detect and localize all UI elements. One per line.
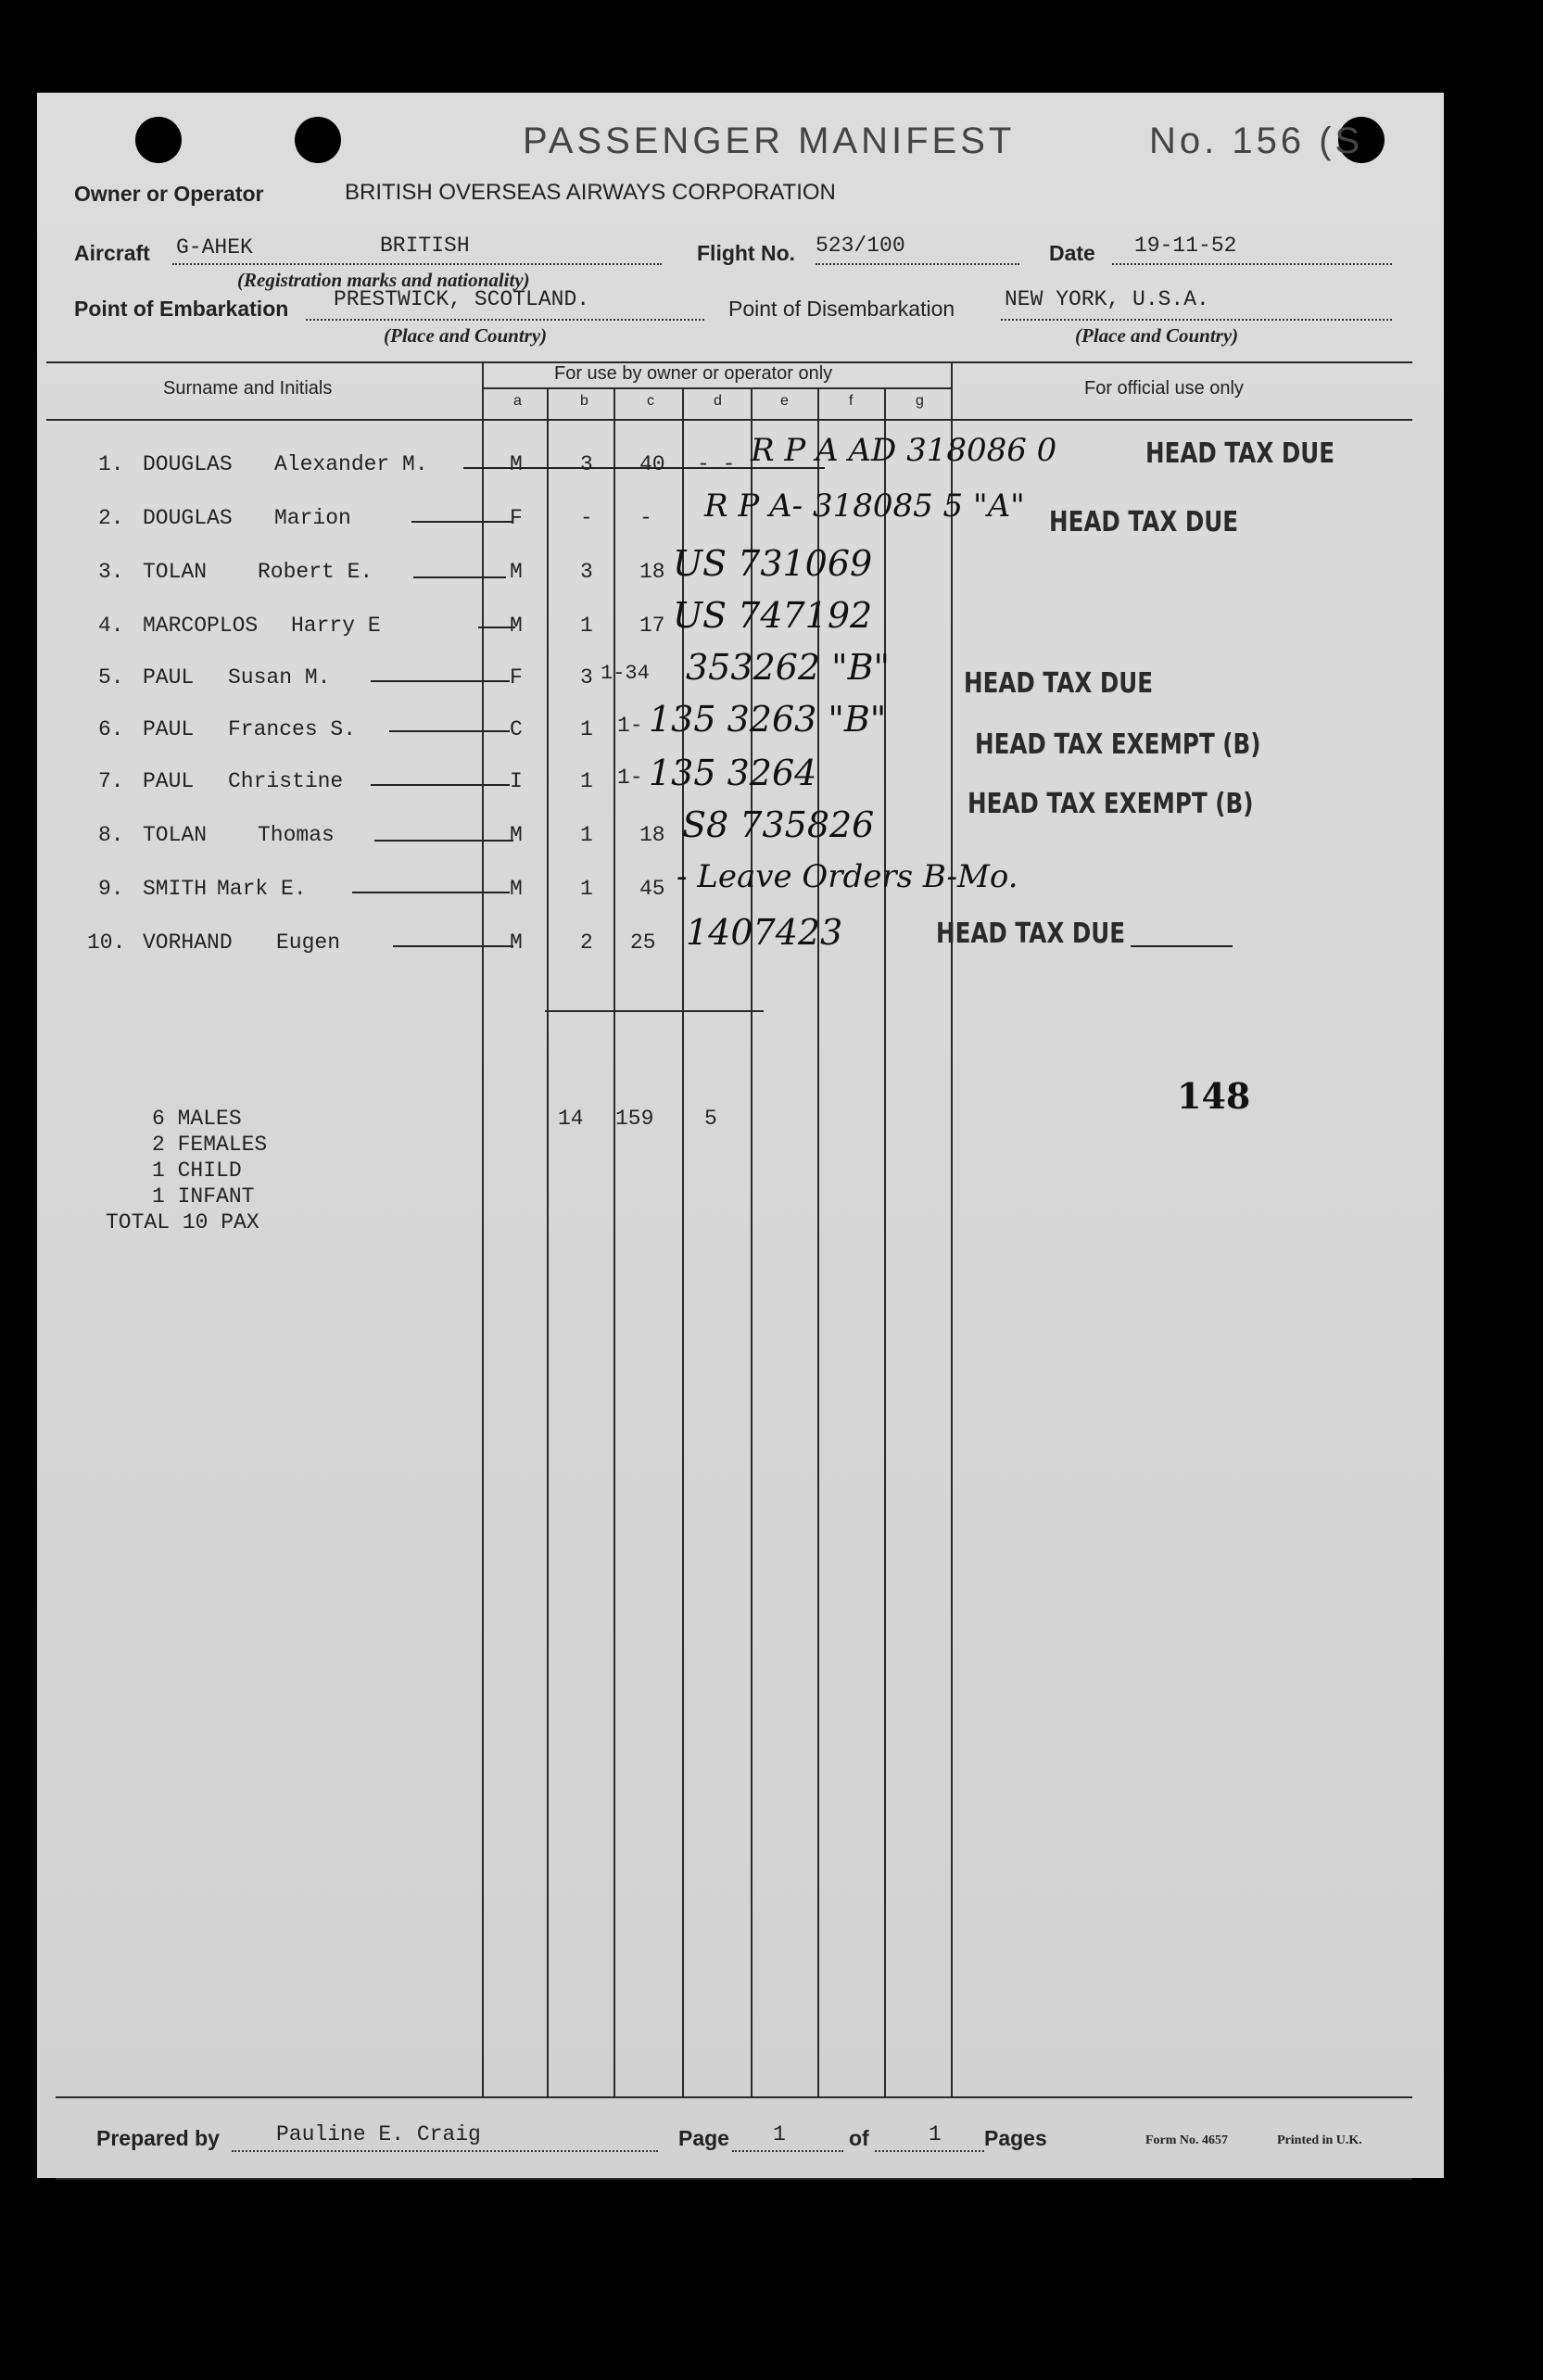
entry-dash	[413, 576, 506, 578]
subcol-g: g	[916, 393, 924, 409]
cell-sex: M	[510, 560, 523, 584]
col-header-owner: For use by owner or operator only	[554, 363, 833, 384]
entry-dash	[352, 892, 510, 893]
cell-class: 3	[580, 452, 593, 476]
cell-sex: F	[510, 665, 523, 690]
official-stamp: HEAD TAX EXEMPT (B)	[975, 728, 1261, 761]
cell-class: 1	[580, 877, 593, 901]
manifest-serial: No. 156 (S	[1149, 120, 1364, 161]
passenger-surname: PAUL	[143, 665, 195, 690]
handwritten-entry: US 747192	[673, 595, 873, 636]
flight-value: 523/100	[816, 234, 905, 258]
cell-class: 1	[580, 769, 593, 793]
cell-age: 17	[639, 614, 665, 638]
summary-males: 6 MALES	[152, 1107, 242, 1131]
handwritten-entry: US 731069	[673, 543, 873, 584]
header-bottom-rule	[46, 419, 1412, 421]
flight-line	[816, 263, 1019, 265]
row-number: 3.	[98, 560, 124, 584]
passenger-given-name: Eugen	[276, 930, 341, 955]
subcol-e: e	[780, 393, 789, 409]
entry-dash	[371, 680, 510, 682]
date-value: 19-11-52	[1134, 234, 1237, 258]
entry-dash	[374, 840, 513, 842]
cell-sex: F	[510, 506, 523, 530]
total-d: 5	[704, 1107, 717, 1131]
disembarkation-label: Point of Disembarkation	[728, 297, 955, 321]
disembarkation-value: NEW YORK, U.S.A.	[1005, 287, 1209, 311]
handwritten-entry: S8 735826	[682, 804, 875, 845]
passenger-surname: PAUL	[143, 769, 195, 793]
cell-class: 1	[580, 614, 593, 638]
col-divider-bc	[613, 387, 615, 2096]
of-line	[875, 2150, 984, 2152]
owner-value: BRITISH OVERSEAS AIRWAYS CORPORATION	[345, 180, 836, 205]
row-number: 7.	[98, 769, 124, 793]
passenger-surname: TOLAN	[143, 823, 208, 847]
pages-label: Pages	[984, 2126, 1047, 2150]
form-number: Form No. 4657	[1145, 2133, 1229, 2147]
cell-sex: M	[510, 930, 523, 955]
subheader-rule	[484, 387, 953, 389]
subcol-a: a	[513, 393, 522, 409]
printed-in: Printed in U.K.	[1277, 2133, 1362, 2147]
passenger-given-name: Frances S.	[228, 717, 357, 741]
row-number: 4.	[98, 614, 124, 638]
row-number: 6.	[98, 717, 124, 741]
summary-females: 2 FEMALES	[152, 1133, 268, 1157]
manifest-title: PASSENGER MANIFEST	[523, 120, 1016, 161]
subcol-c: c	[647, 393, 654, 409]
col-divider-official	[951, 361, 953, 2096]
subcol-b: b	[580, 393, 588, 409]
cell-age: 1-	[617, 766, 643, 790]
entry-dash	[371, 784, 510, 786]
summary-total: TOTAL 10 PAX	[106, 1210, 259, 1234]
summary-child: 1 CHILD	[152, 1158, 242, 1183]
cell-age: 1-34	[601, 662, 650, 685]
cell-age: 45	[639, 877, 665, 901]
col-divider-name	[482, 361, 484, 2096]
place-note-disembarkation: (Place and Country)	[1075, 324, 1239, 347]
footer-top-rule	[56, 2096, 1412, 2098]
passenger-given-name: Robert E.	[258, 560, 373, 584]
date-label: Date	[1049, 241, 1095, 265]
entry-dash	[393, 945, 513, 947]
prepared-by-line	[232, 2150, 658, 2152]
passenger-surname: SMITH	[143, 877, 208, 901]
prepared-by-label: Prepared by	[96, 2126, 220, 2150]
row-number: 10.	[87, 930, 126, 955]
cell-class: 3	[580, 560, 593, 584]
official-stamp: HEAD TAX DUE	[936, 918, 1126, 950]
official-stamp: HEAD TAX DUE	[964, 667, 1154, 700]
of-value: 1	[929, 2122, 942, 2146]
row-number: 9.	[98, 877, 124, 901]
passenger-surname: TOLAN	[143, 560, 208, 584]
handwritten-entry: 135 3263 "B"	[649, 699, 887, 740]
passenger-surname: VORHAND	[143, 930, 233, 955]
passenger-given-name: Marion	[274, 506, 351, 530]
registration-note: (Registration marks and nationality)	[237, 269, 530, 291]
passenger-given-name: Alexander M.	[274, 452, 428, 476]
date-line	[1112, 263, 1392, 265]
official-stamp: HEAD TAX DUE	[1049, 506, 1239, 538]
cell-sex: M	[510, 823, 523, 847]
entry-dash	[1131, 945, 1233, 947]
col-divider-cd	[682, 387, 684, 2096]
disembarkation-line	[1001, 319, 1392, 321]
official-stamp: HEAD TAX EXEMPT (B)	[968, 788, 1254, 820]
embarkation-label: Point of Embarkation	[74, 297, 289, 321]
page-value: 1	[773, 2122, 786, 2146]
passenger-given-name: Thomas	[258, 823, 335, 847]
cell-age: 1-	[617, 714, 643, 738]
aircraft-reg: G-AHEK	[176, 235, 253, 260]
subcol-f: f	[849, 393, 854, 409]
cell-age: -	[639, 506, 652, 530]
flight-label: Flight No.	[697, 241, 796, 265]
official-count: 148	[1177, 1075, 1251, 1117]
of-label: of	[849, 2126, 869, 2150]
passenger-surname: MARCOPLOS	[143, 614, 259, 638]
official-stamp: HEAD TAX DUE	[1145, 437, 1335, 470]
handwritten-entry: R P A- 318085 5 "A"	[704, 487, 1025, 525]
total-class: 14	[558, 1107, 584, 1131]
subcol-d: d	[714, 393, 722, 409]
row-number: 5.	[98, 665, 124, 690]
cell-sex: M	[510, 452, 523, 476]
cell-sex: M	[510, 877, 523, 901]
punch-hole-center	[295, 117, 341, 163]
cell-sex: I	[510, 769, 523, 793]
place-note-embarkation: (Place and Country)	[384, 324, 548, 347]
col-divider-ef	[817, 387, 819, 2096]
cell-age: 18	[639, 560, 665, 584]
col-header-official: For official use only	[1084, 378, 1244, 399]
row-number: 1.	[98, 452, 124, 476]
cell-class: 1	[580, 717, 593, 741]
passenger-given-name: Susan M.	[228, 665, 331, 690]
entry-dash	[389, 730, 510, 732]
col-divider-fg	[884, 387, 886, 2096]
handwritten-entry: 135 3264	[649, 753, 817, 793]
handwritten-entry: 1407423	[686, 912, 843, 953]
entry-dash	[411, 521, 513, 523]
page-line	[732, 2150, 843, 2152]
owner-label: Owner or Operator	[74, 182, 264, 206]
cell-age: 18	[639, 823, 665, 847]
cell-sex: M	[510, 614, 523, 638]
row-number: 8.	[98, 823, 124, 847]
aircraft-label: Aircraft	[74, 241, 150, 265]
passenger-given-name: Christine	[228, 769, 344, 793]
col-divider-ab	[547, 387, 549, 2096]
cell-class: 1	[580, 823, 593, 847]
passenger-surname: DOUGLAS	[143, 452, 233, 476]
cell-age: 25	[630, 930, 656, 955]
passenger-surname: DOUGLAS	[143, 506, 233, 530]
page-label: Page	[678, 2126, 729, 2150]
punch-hole-left	[135, 117, 182, 163]
passenger-given-name: Harry E	[291, 614, 381, 638]
passenger-given-name: Mark E.	[217, 877, 307, 901]
prepared-by-value: Pauline E. Craig	[276, 2122, 481, 2146]
total-age: 159	[615, 1107, 654, 1131]
passenger-surname: PAUL	[143, 717, 195, 741]
cell-sex: C	[510, 717, 523, 741]
cell-d: - -	[697, 452, 736, 476]
embarkation-value: PRESTWICK, SCOTLAND.	[334, 287, 590, 311]
summary-infant: 1 INFANT	[152, 1184, 255, 1209]
cell-class: -	[580, 506, 593, 530]
col-divider-de	[751, 387, 753, 2096]
footer-bottom-rule	[56, 2178, 1412, 2180]
handwritten-entry: R P A AD 318086 0	[751, 432, 1057, 469]
aircraft-nationality: BRITISH	[380, 234, 470, 258]
aircraft-line	[172, 263, 662, 265]
handwritten-entry: 353262 "B"	[686, 647, 891, 688]
row-number: 2.	[98, 506, 124, 530]
totals-rule	[545, 1010, 764, 1012]
cell-class: 3	[580, 665, 593, 690]
handwritten-entry: - Leave Orders B-Mo.	[677, 858, 1018, 895]
cell-class: 2	[580, 930, 593, 955]
cell-age: 40	[639, 452, 665, 476]
col-header-name: Surname and Initials	[163, 378, 333, 399]
embarkation-line	[306, 319, 704, 321]
